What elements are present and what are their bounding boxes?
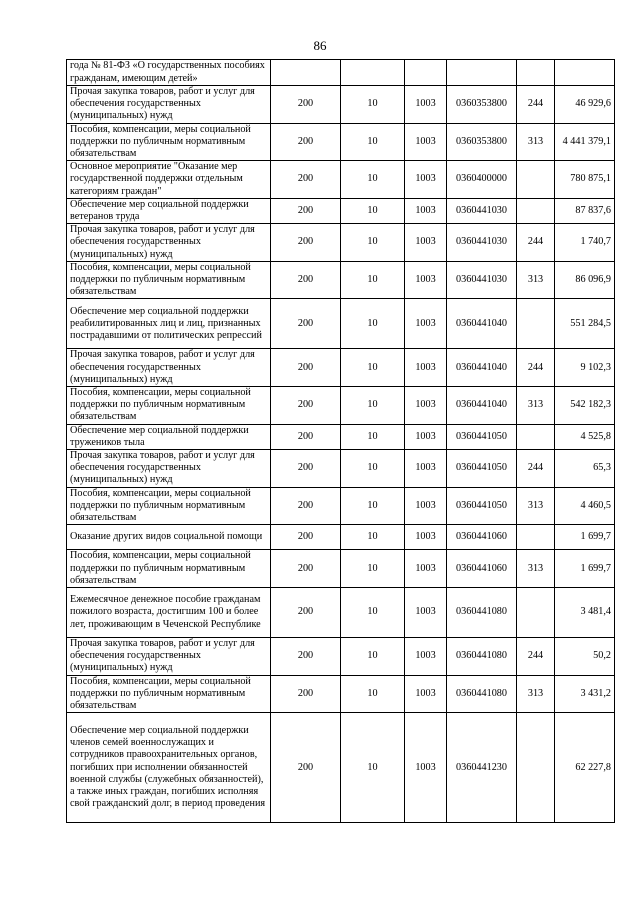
row-target-article-cell: 0360441080 — [447, 637, 517, 675]
row-admin-code-cell: 200 — [271, 349, 341, 387]
row-amount-cell: 87 837,6 — [555, 198, 615, 223]
row-name-cell: Пособия, компенсации, меры социальной поддержки по публичным нормативным обязательствам — [67, 487, 271, 525]
row-section-cell: 10 — [341, 424, 405, 449]
row-subsection-cell: 1003 — [405, 224, 447, 262]
row-amount-cell: 4 460,5 — [555, 487, 615, 525]
row-expense-type-cell — [517, 299, 555, 349]
row-admin-code-cell: 200 — [271, 713, 341, 823]
row-admin-code-cell: 200 — [271, 525, 341, 550]
row-target-article-cell: 0360441080 — [447, 587, 517, 637]
row-target-article-cell: 0360441030 — [447, 198, 517, 223]
row-amount-cell: 551 284,5 — [555, 299, 615, 349]
row-amount-cell: 50,2 — [555, 637, 615, 675]
table-row — [67, 550, 615, 588]
table-row — [67, 198, 615, 223]
row-target-article-cell: 0360353800 — [447, 123, 517, 161]
row-target-article-cell: 0360441060 — [447, 525, 517, 550]
row-subsection-cell: 1003 — [405, 713, 447, 823]
row-section-cell: 10 — [341, 525, 405, 550]
row-expense-type-cell: 244 — [517, 224, 555, 262]
row-name-cell: Пособия, компенсации, меры социальной поддержки по публичным нормативным обязательствам — [67, 123, 271, 161]
row-section-cell: 10 — [341, 261, 405, 299]
row-name-cell: Обеспечение мер социальной поддержки тружеников тыла — [67, 424, 271, 449]
row-expense-type-cell: 313 — [517, 675, 555, 713]
row-amount-cell: 86 096,9 — [555, 261, 615, 299]
row-expense-type-cell — [517, 60, 555, 86]
table-row — [67, 487, 615, 525]
row-amount-cell: 9 102,3 — [555, 349, 615, 387]
row-expense-type-cell: 313 — [517, 261, 555, 299]
row-amount-cell: 62 227,8 — [555, 713, 615, 823]
row-expense-type-cell — [517, 161, 555, 199]
row-name-cell: Пособия, компенсации, меры социальной поддержки по публичным нормативным обязательствам — [67, 261, 271, 299]
row-section-cell: 10 — [341, 161, 405, 199]
row-subsection-cell: 1003 — [405, 424, 447, 449]
row-admin-code-cell: 200 — [271, 86, 341, 124]
row-section-cell: 10 — [341, 713, 405, 823]
row-expense-type-cell — [517, 525, 555, 550]
table-row — [67, 587, 615, 637]
row-target-article-cell: 0360441060 — [447, 550, 517, 588]
table-row — [67, 424, 615, 449]
row-section-cell: 10 — [341, 198, 405, 223]
row-subsection-cell: 1003 — [405, 349, 447, 387]
row-target-article-cell: 0360400000 — [447, 161, 517, 199]
row-expense-type-cell: 313 — [517, 387, 555, 425]
row-name-cell: Обеспечение мер социальной поддержки ветеранов труда — [67, 198, 271, 223]
table-row — [67, 450, 615, 488]
row-name-cell: Пособия, компенсации, меры социальной поддержки по публичным нормативным обязательствам — [67, 550, 271, 588]
row-name-cell: Обеспечение мер социальной поддержки реабилитированных лиц и лиц, признанных пострадавшими от политических репрессий — [67, 299, 271, 349]
row-amount-cell: 1 699,7 — [555, 525, 615, 550]
row-amount-cell: 3 481,4 — [555, 587, 615, 637]
row-expense-type-cell: 244 — [517, 86, 555, 124]
row-target-article-cell: 0360441050 — [447, 424, 517, 449]
table-row — [67, 299, 615, 349]
row-expense-type-cell: 313 — [517, 550, 555, 588]
row-subsection-cell: 1003 — [405, 161, 447, 199]
row-subsection-cell: 1003 — [405, 450, 447, 488]
row-admin-code-cell: 200 — [271, 387, 341, 425]
row-target-article-cell: 0360441230 — [447, 713, 517, 823]
row-subsection-cell: 1003 — [405, 487, 447, 525]
row-admin-code-cell: 200 — [271, 675, 341, 713]
table-row — [67, 525, 615, 550]
row-amount-cell: 1 699,7 — [555, 550, 615, 588]
row-expense-type-cell — [517, 713, 555, 823]
row-section-cell: 10 — [341, 299, 405, 349]
row-target-article-cell: 0360353800 — [447, 86, 517, 124]
row-section-cell: 10 — [341, 349, 405, 387]
row-subsection-cell: 1003 — [405, 637, 447, 675]
row-expense-type-cell: 244 — [517, 349, 555, 387]
row-section-cell: 10 — [341, 224, 405, 262]
row-admin-code-cell: 200 — [271, 224, 341, 262]
row-name-cell: Пособия, компенсации, меры социальной поддержки по публичным нормативным обязательствам — [67, 387, 271, 425]
row-expense-type-cell — [517, 424, 555, 449]
row-subsection-cell: 1003 — [405, 387, 447, 425]
row-target-article-cell: 0360441040 — [447, 349, 517, 387]
row-section-cell: 10 — [341, 387, 405, 425]
row-expense-type-cell — [517, 587, 555, 637]
row-admin-code-cell: 200 — [271, 637, 341, 675]
table-row — [67, 86, 615, 124]
row-expense-type-cell: 244 — [517, 637, 555, 675]
table-row — [67, 123, 615, 161]
row-name-cell: Прочая закупка товаров, работ и услуг для обеспечения государственных (муниципальных) нужд — [67, 450, 271, 488]
row-section-cell: 10 — [341, 550, 405, 588]
table-row — [67, 60, 615, 86]
page-number: 86 — [313, 38, 327, 53]
row-amount-cell: 4 525,8 — [555, 424, 615, 449]
row-subsection-cell: 1003 — [405, 198, 447, 223]
table-body — [67, 60, 615, 823]
row-admin-code-cell: 200 — [271, 299, 341, 349]
row-admin-code-cell: 200 — [271, 424, 341, 449]
table-row — [67, 261, 615, 299]
row-name-cell: Основное мероприятие "Оказание мер государственной поддержки отдельным категориям граждан" — [67, 161, 271, 199]
row-section-cell: 10 — [341, 587, 405, 637]
row-admin-code-cell: 200 — [271, 487, 341, 525]
row-section-cell: 10 — [341, 637, 405, 675]
row-subsection-cell: 1003 — [405, 525, 447, 550]
table-row — [67, 637, 615, 675]
row-section-cell: 10 — [341, 487, 405, 525]
row-section-cell — [341, 60, 405, 86]
table-row — [67, 713, 615, 823]
row-expense-type-cell: 244 — [517, 450, 555, 488]
row-section-cell: 10 — [341, 86, 405, 124]
row-target-article-cell: 0360441030 — [447, 261, 517, 299]
row-section-cell: 10 — [341, 675, 405, 713]
row-admin-code-cell: 200 — [271, 123, 341, 161]
row-amount-cell — [555, 60, 615, 86]
table-row — [67, 161, 615, 199]
row-name-cell: Обеспечение мер социальной поддержки членов семей военнослужащих и сотрудников правоохранительных органов, погибших при исполнении обязанностей военной службы (служебных обязанностей), а также иных граждан, погибших исполняя свой гражданский долг, в период проведения — [67, 713, 271, 823]
row-subsection-cell: 1003 — [405, 587, 447, 637]
table-row — [67, 675, 615, 713]
row-amount-cell: 46 929,6 — [555, 86, 615, 124]
row-subsection-cell: 1003 — [405, 86, 447, 124]
row-admin-code-cell: 200 — [271, 161, 341, 199]
row-admin-code-cell: 200 — [271, 198, 341, 223]
row-expense-type-cell: 313 — [517, 123, 555, 161]
row-name-cell: года № 81-ФЗ «О государственных пособиях гражданам, имеющим детей» — [67, 60, 271, 86]
row-target-article-cell: 0360441050 — [447, 450, 517, 488]
row-name-cell: Оказание других видов социальной помощи — [67, 525, 271, 550]
row-name-cell: Прочая закупка товаров, работ и услуг для обеспечения государственных (муниципальных) нужд — [67, 86, 271, 124]
row-subsection-cell: 1003 — [405, 675, 447, 713]
row-expense-type-cell: 313 — [517, 487, 555, 525]
row-subsection-cell — [405, 60, 447, 86]
row-name-cell: Прочая закупка товаров, работ и услуг для обеспечения государственных (муниципальных) нужд — [67, 224, 271, 262]
table-row — [67, 387, 615, 425]
table-row — [67, 349, 615, 387]
row-subsection-cell: 1003 — [405, 299, 447, 349]
row-admin-code-cell: 200 — [271, 550, 341, 588]
row-section-cell: 10 — [341, 450, 405, 488]
row-name-cell: Прочая закупка товаров, работ и услуг для обеспечения государственных (муниципальных) нужд — [67, 637, 271, 675]
row-target-article-cell: 0360441080 — [447, 675, 517, 713]
row-name-cell: Прочая закупка товаров, работ и услуг для обеспечения государственных (муниципальных) нужд — [67, 349, 271, 387]
row-section-cell: 10 — [341, 123, 405, 161]
row-name-cell: Пособия, компенсации, меры социальной поддержки по публичным нормативным обязательствам — [67, 675, 271, 713]
row-admin-code-cell: 200 — [271, 450, 341, 488]
row-admin-code-cell: 200 — [271, 587, 341, 637]
budget-table — [66, 59, 615, 823]
row-target-article-cell: 0360441040 — [447, 387, 517, 425]
row-amount-cell: 65,3 — [555, 450, 615, 488]
row-target-article-cell: 0360441050 — [447, 487, 517, 525]
row-subsection-cell: 1003 — [405, 550, 447, 588]
row-expense-type-cell — [517, 198, 555, 223]
row-amount-cell: 4 441 379,1 — [555, 123, 615, 161]
row-subsection-cell: 1003 — [405, 123, 447, 161]
row-target-article-cell — [447, 60, 517, 86]
table-row — [67, 224, 615, 262]
row-subsection-cell: 1003 — [405, 261, 447, 299]
row-admin-code-cell — [271, 60, 341, 86]
row-admin-code-cell: 200 — [271, 261, 341, 299]
row-amount-cell: 780 875,1 — [555, 161, 615, 199]
row-target-article-cell: 0360441030 — [447, 224, 517, 262]
row-amount-cell: 3 431,2 — [555, 675, 615, 713]
row-target-article-cell: 0360441040 — [447, 299, 517, 349]
row-amount-cell: 542 182,3 — [555, 387, 615, 425]
row-name-cell: Ежемесячное денежное пособие гражданам пожилого возраста, достигшим 100 и более лет, проживающим в Чеченской Республике — [67, 587, 271, 637]
row-amount-cell: 1 740,7 — [555, 224, 615, 262]
